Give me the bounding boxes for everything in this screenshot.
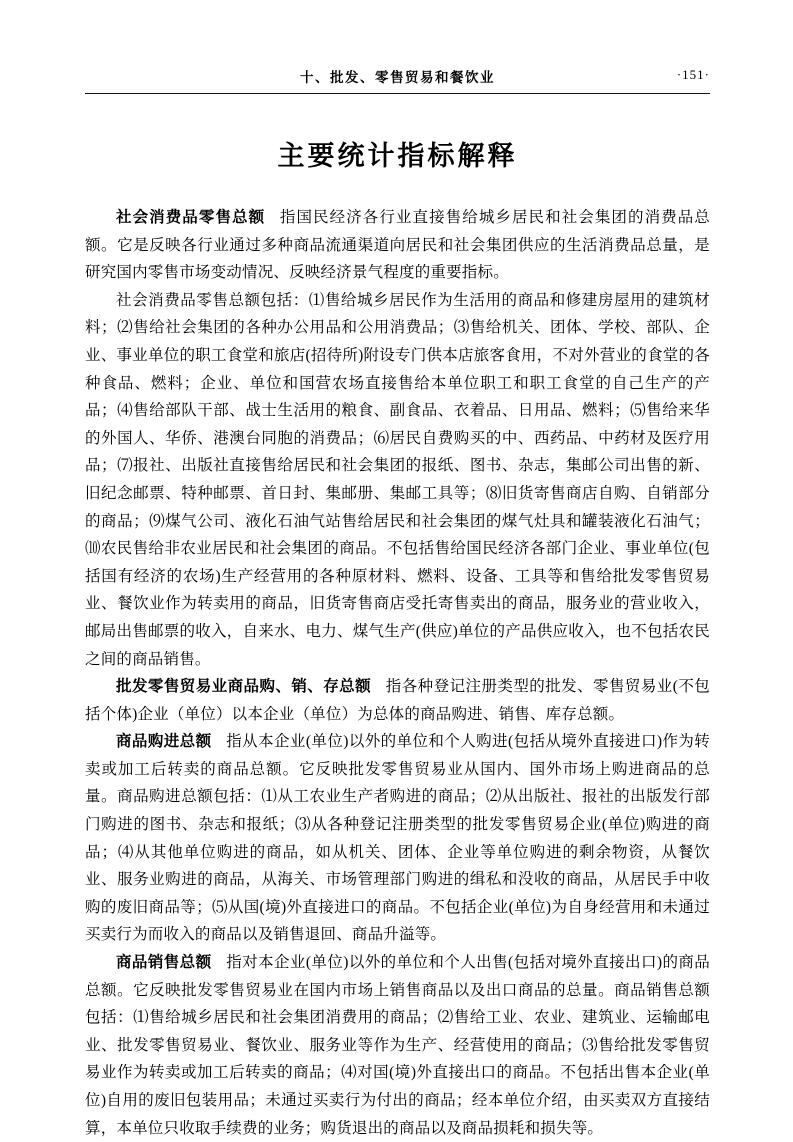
term-sales-total: 商品销售总额 (116, 954, 212, 972)
paragraph-text: 社会消费品零售总额包括：⑴售给城乡居民作为生活用的商品和修建房屋用的建筑材料；⑵售给社会集团的各种办公用品和公用消费品；⑶售给机关、团体、学校、部队、企业、事业单位的职工食堂和旅店(招待所)附设专门供本店旅客食用，不对外营业的食堂的各种食品、燃料；企业、单位和国营农场直接售给本单位职工和职工食堂的自己生产的产品；⑷售给部队干部、战士生活用的粮食、副食品、衣着品、日用品、燃料；⑸售给来华的外国人、华侨、港澳台同胞的消费品；⑹居民自费购买的中、西药品、中药材及医疗用品；⑺报社、出版社直接售给居民和社会集团的报纸、图书、杂志，集邮公司出售的新、旧纪念邮票、特种邮票、首日封、集邮册、集邮工具等；⑻旧货寄售商店自购、自销部分的商品；⑼煤气公司、液化石油气站售给居民和社会集团的煤气灶具和罐装液化石油气；⑽农民售给非农业居民和社会集团的商品。不包括售给国民经济各部门企业、事业单位(包括国有经济的农场)生产经营用的各种原材料、燃料、设备、工具等和售给批发零售贸易业、餐饮业作为转卖用的商品，旧货寄售商店受托寄售卖出的商品，服务业的营业收入，邮局出售邮票的收入，自来水、电力、煤气生产(供应)单位的产品供应收入，也不包括农民之间的商品销售。 (85, 291, 710, 668)
paragraph-purchase-total (85, 728, 710, 949)
paragraph-purchase-sale-stock-total (85, 673, 710, 728)
page-number: ·151· (676, 67, 710, 82)
term-purchase-sale-stock-total: 批发零售贸易业商品购、销、存总额 (116, 678, 372, 696)
term-purchase-total: 商品购进总额 (116, 733, 212, 751)
paragraph-text: 指从本企业(单位)以外的单位和个人购进(包括从境外直接进口)作为转卖或加工后转卖的商品总额。它反映批发零售贸易业从国内、国外市场上购进商品的总量。商品购进总额包括：⑴从工农业生产者购进的商品；⑵从出版社、报社的出版发行部门购进的图书、杂志和报纸；⑶从各种登记注册类型的批发零售贸易企业(单位)购进的商品；⑷从其他单位购进的商品，如从机关、团体、企业等单位购进的剩余物资，从餐饮业、服务业购进的商品，从海关、市场管理部门购进的缉私和没收的商品，从居民手中收购的废旧商品等；⑸从国(境)外直接进口的商品。不包括企业(单位)为自身经营用和未通过买卖行为而收入的商品以及销售退回、商品升溢等。 (85, 733, 710, 944)
document-body (85, 204, 710, 1142)
document-title: 主要统计指标解释 (277, 141, 518, 171)
paragraph-retail-total (85, 204, 710, 287)
chapter-title: 十、批发、零售贸易和餐饮业 (300, 70, 495, 85)
paragraph-retail-includes (85, 287, 710, 673)
paragraph-text: 指各种登记注册类型的批发、零售贸易业(不包括个体)企业（单位）以本企业（单位）为总体的商品购进、销售、库存总额。 (85, 678, 710, 723)
page-header (85, 66, 710, 94)
paragraph-sales-total (85, 949, 710, 1142)
paragraph-text: 指国民经济各行业直接售给城乡居民和社会集团的消费品总额。它是反映各行业通过多种商品流通渠道向居民和社会集团供应的生活消费品总量，是研究国内零售市场变动情况、反映经济景气程度的重要指标。 (85, 209, 710, 282)
paragraph-text: 指对本企业(单位)以外的单位和个人出售(包括对境外直接出口)的商品总额。它反映批发零售贸易业在国内市场上销售商品以及出口商品的总量。商品销售总额包括：⑴售给城乡居民和社会集团消费用的商品；⑵售给工业、农业、建筑业、运输邮电业、批发零售贸易业、餐饮业、服务业等作为生产、经营使用的商品；⑶售给批发零售贸易业作为转卖或加工后转卖的商品；⑷对国(境)外直接出口的商品。不包括出售本企业(单位)自用的废旧包装用品；未通过买卖行为付出的商品；经本单位介绍，由买卖双方直接结算，本单位只收取手续费的业务；购货退出的商品以及商品损耗和损失等。 (85, 954, 710, 1137)
term-retail-total: 社会消费品零售总额 (116, 209, 266, 226)
